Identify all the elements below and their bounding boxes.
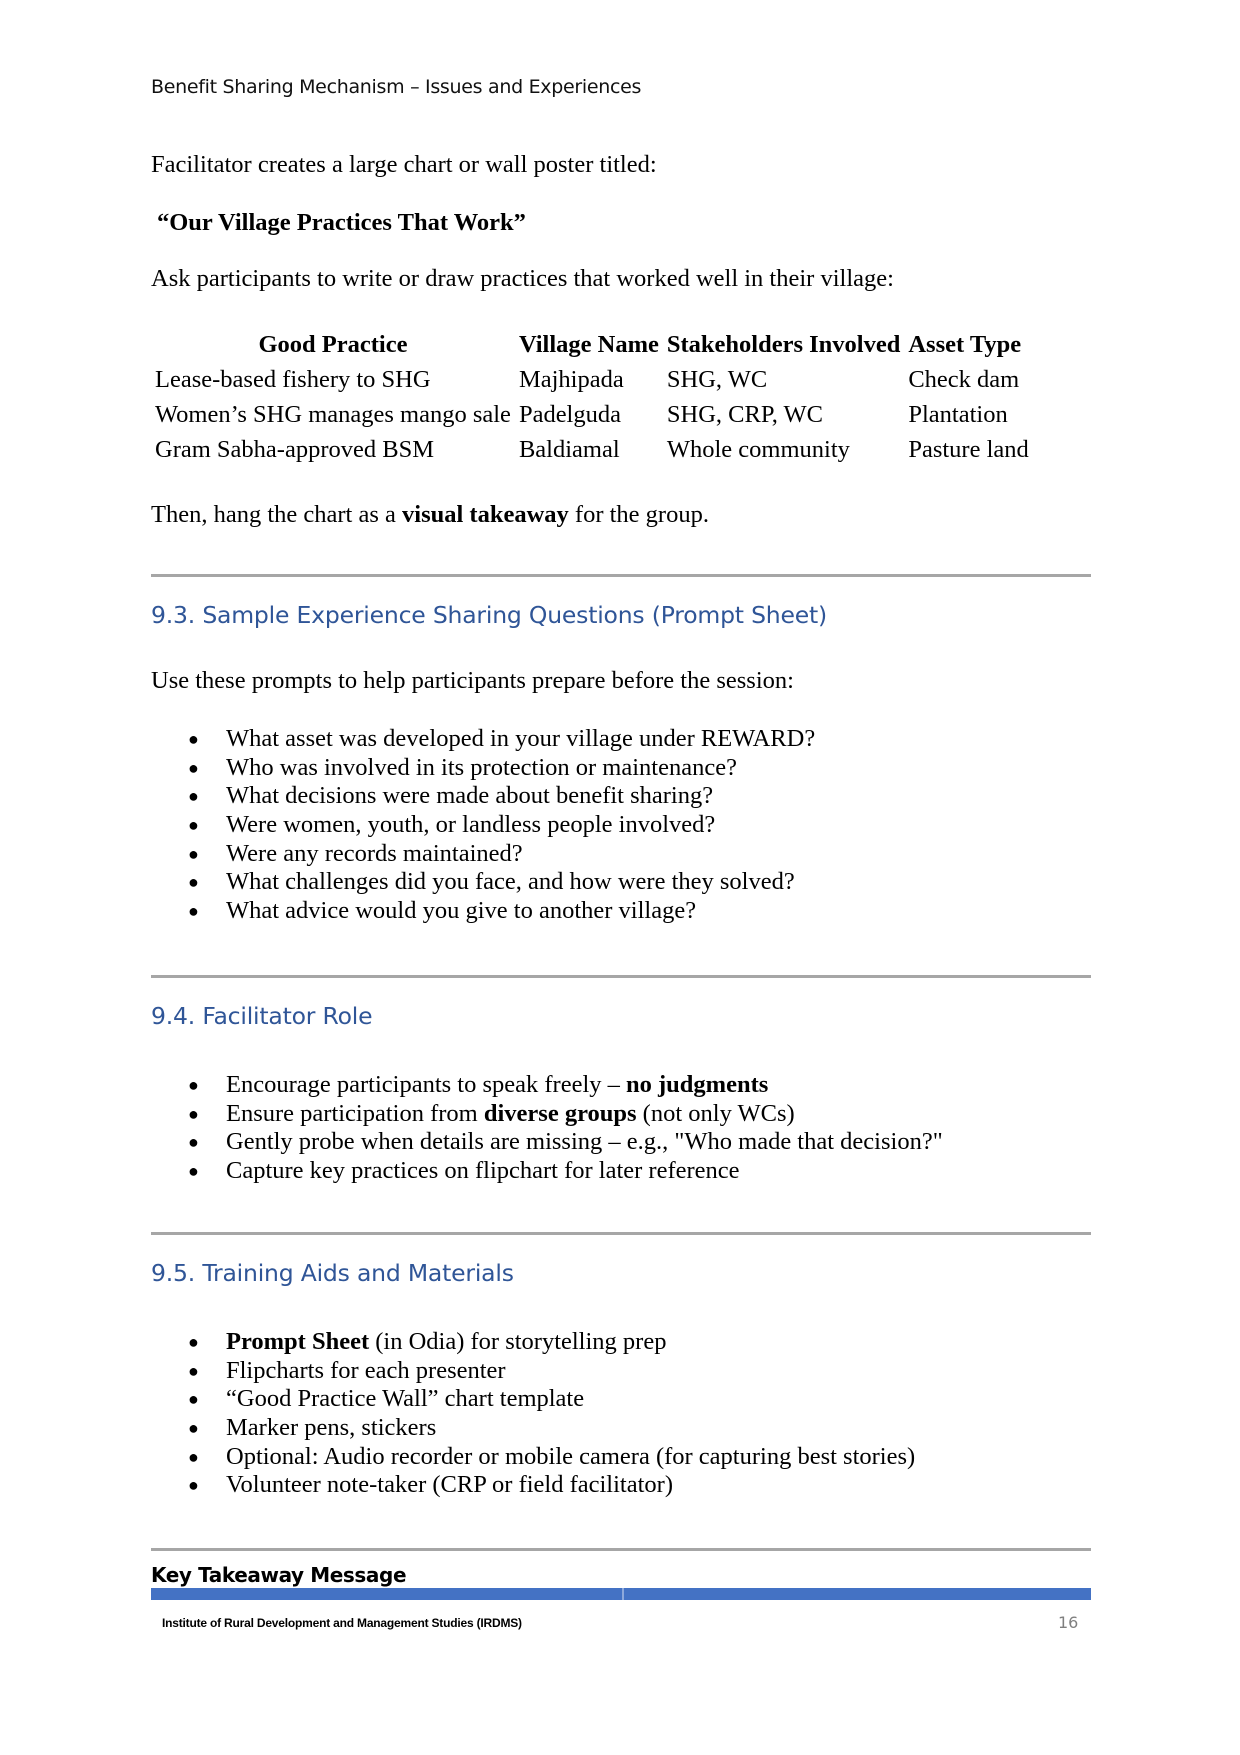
list-item <box>188 1071 943 1100</box>
table-cell: SHG, CRP, WC <box>666 400 824 428</box>
list-item-text: “Good Practice Wall” chart template <box>226 1385 585 1413</box>
section-9-3-intro: Use these prompts to help participants prepare before the session: <box>151 667 794 694</box>
intro-text: Facilitator creates a large chart or wall poster titled: <box>151 151 657 178</box>
list-item <box>188 754 815 783</box>
list-item-emphasis: no judgments <box>626 1071 769 1098</box>
bullet-icon: ● <box>188 901 199 922</box>
section-divider <box>151 574 1091 577</box>
bullet-icon: ● <box>188 1132 199 1153</box>
list-item-text: Were women, youth, or landless people involved? <box>226 811 716 839</box>
list-item-text: Optional: Audio recorder or mobile camera (for capturing best stories) <box>226 1442 916 1470</box>
list-item-text: Volunteer note-taker (CRP or field facilitator) <box>226 1471 673 1499</box>
table-header-row <box>151 327 1033 362</box>
section-divider <box>151 1548 1091 1551</box>
list-item <box>188 1385 915 1414</box>
list-item-text: Who was involved in its protection or maintenance? <box>226 753 737 781</box>
section-heading-9-3: 9.3. Sample Experience Sharing Questions (Prompt Sheet) <box>151 601 827 629</box>
section-heading-9-5: 9.5. Training Aids and Materials <box>151 1259 514 1287</box>
section-divider <box>151 1232 1091 1235</box>
table-cell: SHG, WC <box>666 365 768 393</box>
running-header: Benefit Sharing Mechanism – Issues and Experiences <box>151 76 642 98</box>
list-item-text: Capture key practices on flipchart for later reference <box>226 1157 740 1185</box>
column-header: Good Practice <box>258 330 408 358</box>
bullet-icon: ● <box>188 843 199 864</box>
list-item <box>188 1157 943 1186</box>
prompt-questions-list <box>188 725 815 926</box>
bullet-icon: ● <box>188 1389 199 1410</box>
bullet-icon: ● <box>188 1446 199 1467</box>
list-item <box>188 840 815 869</box>
list-item <box>188 1328 915 1357</box>
table-cell: Women’s SHG manages mango sale <box>155 400 511 428</box>
list-item <box>188 1128 943 1157</box>
column-header: Asset Type <box>908 330 1022 358</box>
table-cell: Baldiamal <box>518 435 620 463</box>
bullet-icon: ● <box>188 1360 199 1381</box>
bullet-icon: ● <box>188 1475 199 1496</box>
closing-text <box>151 500 709 529</box>
table-cell: Check dam <box>908 365 1020 393</box>
bullet-icon: ● <box>188 872 199 893</box>
list-item-text: Were any records maintained? <box>226 839 523 867</box>
key-takeaway-heading: Key Takeaway Message <box>151 1563 407 1587</box>
table-row <box>151 397 1033 432</box>
list-item-text: Gently probe when details are missing – e.g., "Who made that decision?" <box>226 1128 943 1156</box>
table-cell: Majhipada <box>518 365 624 393</box>
list-item <box>188 725 815 754</box>
bar-divider <box>622 1588 624 1600</box>
closing-text-emphasis: visual takeaway <box>402 501 569 528</box>
list-item-text: Encourage participants to speak freely – <box>226 1071 627 1098</box>
list-item-text: Ensure participation from <box>226 1099 484 1127</box>
list-item-text: Marker pens, stickers <box>226 1414 437 1442</box>
bullet-icon: ● <box>188 815 199 836</box>
list-item-text: What decisions were made about benefit sharing? <box>226 782 714 810</box>
bullet-icon: ● <box>188 1103 199 1124</box>
facilitator-role-list <box>188 1071 943 1186</box>
list-item <box>188 1100 943 1129</box>
closing-text-end: for the group. <box>568 501 709 528</box>
table-cell: Plantation <box>908 400 1008 428</box>
list-item <box>188 868 815 897</box>
table-cell: Whole community <box>666 435 850 463</box>
list-item-text: (not only WCs) <box>636 1099 795 1127</box>
list-item <box>188 1414 915 1443</box>
list-item <box>188 1357 915 1386</box>
bullet-icon: ● <box>188 729 199 749</box>
bullet-icon: ● <box>188 1161 199 1182</box>
good-practices-table <box>151 327 1033 467</box>
list-item-text: What advice would you give to another village? <box>226 897 697 925</box>
list-item <box>188 811 815 840</box>
bullet-icon: ● <box>188 1418 199 1439</box>
list-item-text: What asset was developed in your village under REWARD? <box>226 725 816 752</box>
instruction-text: Ask participants to write or draw practices that worked well in their village: <box>151 265 894 292</box>
list-item <box>188 1471 915 1500</box>
table-cell: Pasture land <box>908 435 1029 463</box>
table-row <box>151 432 1033 467</box>
table-cell: Gram Sabha-approved BSM <box>155 435 434 463</box>
list-item-text: What challenges did you face, and how were they solved? <box>226 868 795 896</box>
list-item-emphasis: diverse groups <box>483 1099 637 1127</box>
footer-institute: Institute of Rural Development and Management Studies (IRDMS) <box>162 1616 522 1630</box>
column-header: Stakeholders Involved <box>666 330 901 358</box>
bullet-icon: ● <box>188 1075 199 1095</box>
section-heading-9-4: 9.4. Facilitator Role <box>151 1002 373 1030</box>
list-item-text: (in Odia) for storytelling prep <box>369 1328 667 1355</box>
poster-title: “Our Village Practices That Work” <box>157 209 526 236</box>
list-item <box>188 1443 915 1472</box>
table-cell: Lease-based fishery to SHG <box>155 365 431 393</box>
list-item <box>188 782 815 811</box>
column-header: Village Name <box>518 330 659 358</box>
training-aids-list <box>188 1328 915 1500</box>
bullet-icon: ● <box>188 786 199 807</box>
table-cell: Padelguda <box>518 400 621 428</box>
closing-text-start: Then, hang the chart as a <box>151 501 403 528</box>
key-takeaway-bar <box>151 1588 1091 1600</box>
bullet-icon: ● <box>188 757 199 778</box>
list-item <box>188 897 815 926</box>
page-number: 16 <box>1058 1613 1079 1632</box>
section-divider <box>151 975 1091 978</box>
table-row <box>151 362 1033 397</box>
bullet-icon: ● <box>188 1332 199 1352</box>
list-item-emphasis: Prompt Sheet <box>226 1328 370 1355</box>
list-item-text: Flipcharts for each presenter <box>226 1356 506 1384</box>
